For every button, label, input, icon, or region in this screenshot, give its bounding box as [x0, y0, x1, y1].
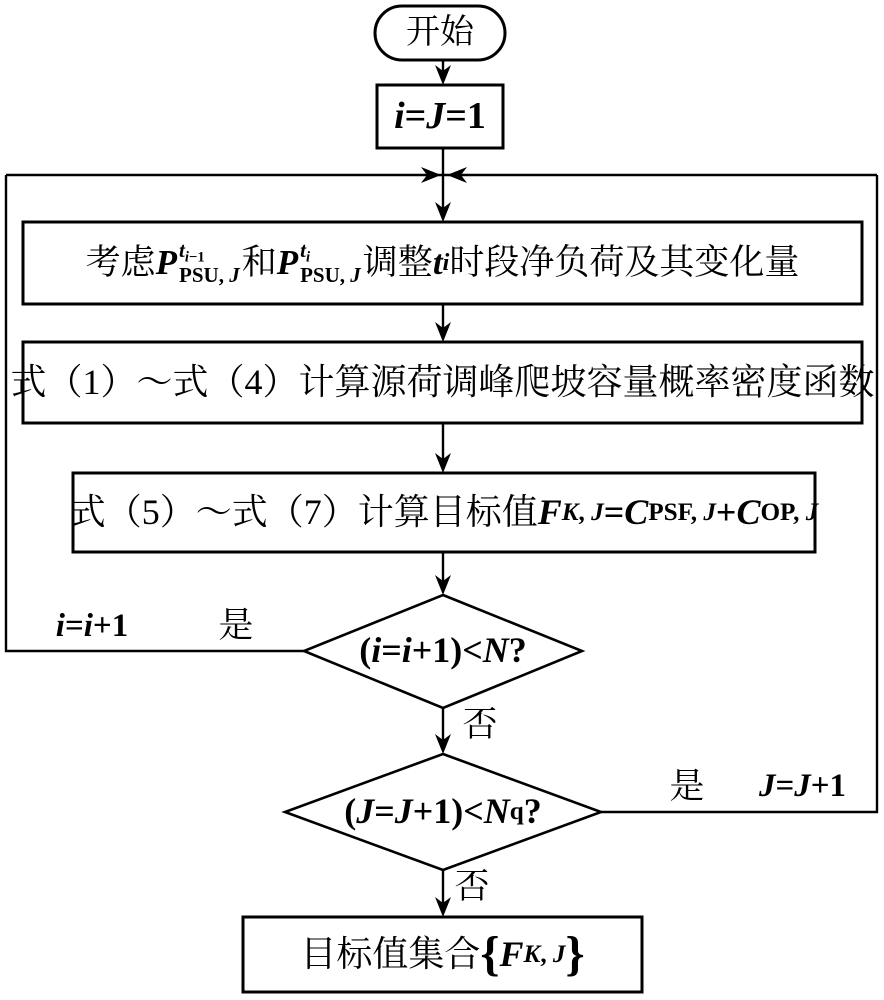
result-step-label: 目标值集合 { F K, J } [300, 927, 585, 982]
start-label: 开始 [406, 14, 474, 52]
objective-step-label: 式（5）～式（7）计算目标值 F K, J = C PSF, J + C OP, J [69, 491, 819, 532]
decision-j-yes-label: 是 [669, 766, 705, 806]
decision-j-no-label: 否 [454, 866, 490, 906]
decision-i-condition: ( i = i +1)< N ? [359, 630, 527, 671]
decision-j-condition: ( J = J +1)< N q ? [344, 791, 542, 832]
decision-i-no-label: 否 [462, 704, 498, 744]
decision-i-yes-label: 是 [218, 605, 254, 645]
adjust-step-label: 考虑 P $t_{i-1}$ PSU, J 和 P $t_i$ PSU, J 调整 t i 时段净负荷及其变化量 [85, 237, 800, 287]
pdf-step-label: 式（1）～式（4）计算源荷调峰爬坡容量概率密度函数 [10, 361, 875, 402]
decision-i-increment-label: i = i +1 [55, 607, 129, 644]
init-expression: i = J =1 [394, 94, 486, 137]
decision-j-increment-label: J = J +1 [758, 767, 847, 804]
